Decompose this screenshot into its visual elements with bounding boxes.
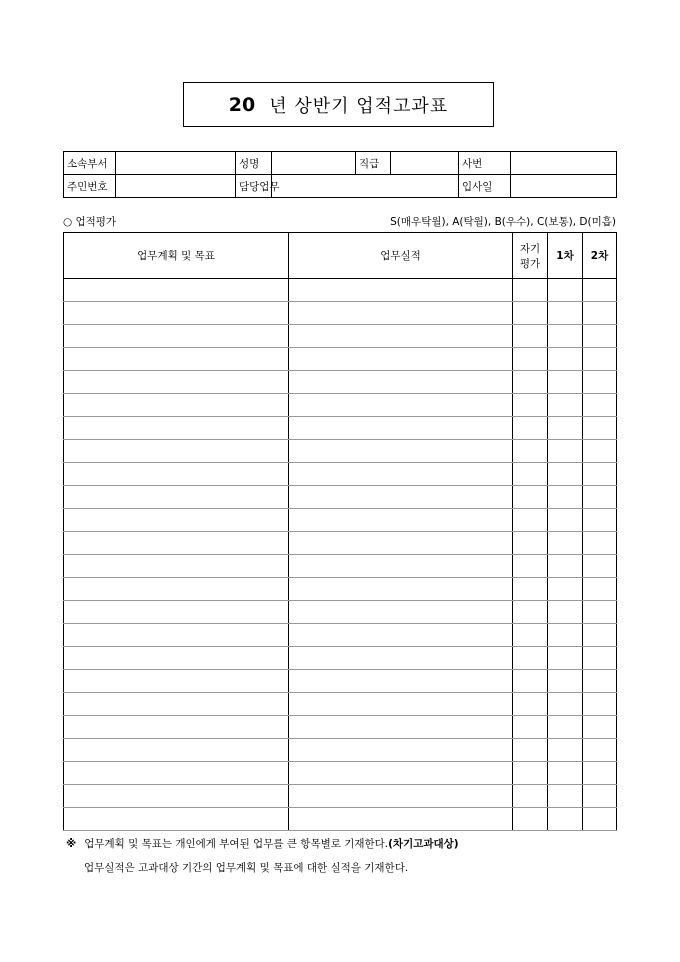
self-eval-cell[interactable]	[513, 417, 548, 440]
first-eval-cell[interactable]	[548, 302, 583, 325]
second-eval-cell[interactable]	[583, 302, 617, 325]
table-row	[64, 371, 617, 394]
table-row	[64, 463, 617, 486]
note-line-1	[66, 836, 459, 851]
plan-cell[interactable]	[64, 371, 289, 394]
table-row	[64, 325, 617, 348]
plan-cell[interactable]	[64, 509, 289, 532]
emp-no-field[interactable]	[511, 152, 617, 175]
result-cell[interactable]	[289, 670, 513, 693]
hire-date-label: 입사일	[459, 175, 511, 198]
self-eval-cell[interactable]	[513, 371, 548, 394]
result-cell[interactable]	[289, 785, 513, 808]
second-eval-cell[interactable]	[583, 279, 617, 302]
self-eval-cell[interactable]	[513, 762, 548, 785]
self-eval-cell[interactable]	[513, 693, 548, 716]
first-eval-cell[interactable]	[548, 440, 583, 463]
emp-no-label: 사번	[459, 152, 511, 175]
table-row	[64, 509, 617, 532]
title-text: 년 상반기 업적고과표	[269, 95, 449, 117]
plan-cell[interactable]	[64, 463, 289, 486]
first-eval-cell[interactable]	[548, 394, 583, 417]
evaluation-header	[63, 213, 616, 229]
plan-cell[interactable]	[64, 601, 289, 624]
first-eval-cell[interactable]	[548, 348, 583, 371]
plan-cell[interactable]	[64, 739, 289, 762]
duty-label: 담당업무	[236, 175, 272, 198]
self-eval-cell[interactable]	[513, 486, 548, 509]
first-eval-cell[interactable]	[548, 463, 583, 486]
header-result: 업무실적	[289, 233, 513, 279]
second-eval-cell[interactable]	[583, 394, 617, 417]
resident-no-label: 주민번호	[64, 175, 116, 198]
first-eval-cell[interactable]	[548, 371, 583, 394]
second-eval-cell[interactable]	[583, 532, 617, 555]
first-eval-cell[interactable]	[548, 555, 583, 578]
plan-cell[interactable]	[64, 670, 289, 693]
header-plan: 업무계획 및 목표	[64, 233, 289, 279]
first-eval-cell[interactable]	[548, 417, 583, 440]
name-label: 성명	[236, 152, 272, 175]
second-eval-cell[interactable]	[583, 670, 617, 693]
self-eval-cell[interactable]	[513, 463, 548, 486]
self-eval-cell[interactable]	[513, 555, 548, 578]
note-line-1-suffix: (차기고과대상)	[388, 838, 459, 850]
table-row	[64, 716, 617, 739]
second-eval-cell[interactable]	[583, 601, 617, 624]
table-row	[64, 693, 617, 716]
table-row	[64, 762, 617, 785]
plan-cell[interactable]	[64, 647, 289, 670]
note-line-2-text: 업무실적은 고과대상 기간의 업무계획 및 목표에 대한 실적을 기재한다.	[84, 862, 409, 874]
result-cell[interactable]	[289, 279, 513, 302]
self-eval-cell[interactable]	[513, 302, 548, 325]
plan-cell[interactable]	[64, 716, 289, 739]
second-eval-cell[interactable]	[583, 762, 617, 785]
plan-cell[interactable]	[64, 762, 289, 785]
table-row	[64, 348, 617, 371]
self-eval-cell[interactable]	[513, 785, 548, 808]
result-cell[interactable]	[289, 601, 513, 624]
second-eval-cell[interactable]	[583, 716, 617, 739]
evaluation-section-label: ○ 업적평가	[63, 215, 117, 228]
self-eval-cell[interactable]	[513, 325, 548, 348]
header-second: 2차	[583, 233, 617, 279]
self-eval-cell[interactable]	[513, 348, 548, 371]
second-eval-cell[interactable]	[583, 463, 617, 486]
plan-cell[interactable]	[64, 440, 289, 463]
second-eval-cell[interactable]	[583, 440, 617, 463]
result-cell[interactable]	[289, 532, 513, 555]
result-cell[interactable]	[289, 808, 513, 831]
employee-info-table	[63, 151, 617, 198]
result-cell[interactable]	[289, 463, 513, 486]
first-eval-cell[interactable]	[548, 647, 583, 670]
second-eval-cell[interactable]	[583, 693, 617, 716]
second-eval-cell[interactable]	[583, 325, 617, 348]
table-row	[64, 601, 617, 624]
first-eval-cell[interactable]	[548, 624, 583, 647]
plan-cell[interactable]	[64, 348, 289, 371]
plan-cell[interactable]	[64, 808, 289, 831]
self-eval-cell[interactable]	[513, 716, 548, 739]
self-eval-cell[interactable]	[513, 647, 548, 670]
second-eval-cell[interactable]	[583, 808, 617, 831]
table-row	[64, 647, 617, 670]
first-eval-cell[interactable]	[548, 325, 583, 348]
second-eval-cell[interactable]	[583, 739, 617, 762]
result-cell[interactable]	[289, 555, 513, 578]
grade-scale: S(매우탁월), A(탁월), B(우수), C(보통), D(미흡)	[390, 215, 616, 228]
self-eval-cell[interactable]	[513, 601, 548, 624]
header-self-eval	[513, 233, 548, 279]
plan-cell[interactable]	[64, 555, 289, 578]
plan-cell[interactable]	[64, 624, 289, 647]
self-eval-cell[interactable]	[513, 279, 548, 302]
result-cell[interactable]	[289, 693, 513, 716]
first-eval-cell[interactable]	[548, 509, 583, 532]
second-eval-cell[interactable]	[583, 647, 617, 670]
result-cell[interactable]	[289, 325, 513, 348]
result-cell[interactable]	[289, 394, 513, 417]
table-row	[64, 417, 617, 440]
second-eval-cell[interactable]	[583, 578, 617, 601]
table-row	[64, 555, 617, 578]
table-row	[64, 440, 617, 463]
self-eval-cell[interactable]	[513, 624, 548, 647]
result-cell[interactable]	[289, 440, 513, 463]
self-eval-cell[interactable]	[513, 578, 548, 601]
self-eval-cell[interactable]	[513, 394, 548, 417]
self-eval-cell[interactable]	[513, 739, 548, 762]
note-mark: ※	[66, 838, 77, 850]
second-eval-cell[interactable]	[583, 509, 617, 532]
result-cell[interactable]	[289, 739, 513, 762]
duty-field[interactable]	[272, 175, 459, 198]
dept-label: 소속부서	[64, 152, 116, 175]
first-eval-cell[interactable]	[548, 601, 583, 624]
table-row	[64, 486, 617, 509]
first-eval-cell[interactable]	[548, 693, 583, 716]
first-eval-cell[interactable]	[548, 716, 583, 739]
result-cell[interactable]	[289, 762, 513, 785]
first-eval-cell[interactable]	[548, 808, 583, 831]
table-row	[64, 785, 617, 808]
first-eval-cell[interactable]	[548, 486, 583, 509]
second-eval-cell[interactable]	[583, 486, 617, 509]
first-eval-cell[interactable]	[548, 785, 583, 808]
second-eval-cell[interactable]	[583, 348, 617, 371]
plan-cell[interactable]	[64, 532, 289, 555]
first-eval-cell[interactable]	[548, 279, 583, 302]
first-eval-cell[interactable]	[548, 670, 583, 693]
first-eval-cell[interactable]	[548, 532, 583, 555]
header-first: 1차	[548, 233, 583, 279]
second-eval-cell[interactable]	[583, 624, 617, 647]
result-cell[interactable]	[289, 624, 513, 647]
second-eval-cell[interactable]	[583, 555, 617, 578]
self-eval-cell[interactable]	[513, 509, 548, 532]
first-eval-cell[interactable]	[548, 578, 583, 601]
self-eval-cell[interactable]	[513, 808, 548, 831]
result-cell[interactable]	[289, 578, 513, 601]
dept-field[interactable]	[116, 152, 236, 175]
table-row	[64, 808, 617, 831]
result-cell[interactable]	[289, 716, 513, 739]
plan-cell[interactable]	[64, 302, 289, 325]
first-eval-cell[interactable]	[548, 739, 583, 762]
result-cell[interactable]	[289, 302, 513, 325]
note-line-2	[84, 860, 408, 875]
table-row	[64, 578, 617, 601]
result-cell[interactable]	[289, 371, 513, 394]
result-cell[interactable]	[289, 647, 513, 670]
result-cell[interactable]	[289, 509, 513, 532]
hire-date-field[interactable]	[511, 175, 617, 198]
table-row	[64, 279, 617, 302]
plan-cell[interactable]	[64, 325, 289, 348]
plan-cell[interactable]	[64, 394, 289, 417]
plan-cell[interactable]	[64, 693, 289, 716]
header-self-line2: 평가	[519, 257, 541, 270]
second-eval-cell[interactable]	[583, 417, 617, 440]
plan-cell[interactable]	[64, 417, 289, 440]
second-eval-cell[interactable]	[583, 371, 617, 394]
performance-table	[63, 232, 617, 831]
table-row	[64, 302, 617, 325]
result-cell[interactable]	[289, 417, 513, 440]
plan-cell[interactable]	[64, 578, 289, 601]
result-cell[interactable]	[289, 486, 513, 509]
table-row	[64, 394, 617, 417]
self-eval-cell[interactable]	[513, 440, 548, 463]
note-line-1-text: 업무계획 및 목표는 개인에게 부여된 업무를 큰 항목별로 기재한다.	[84, 838, 389, 850]
title-year: 20	[228, 93, 256, 116]
self-eval-cell[interactable]	[513, 532, 548, 555]
position-label: 직급	[356, 152, 391, 175]
result-cell[interactable]	[289, 348, 513, 371]
position-field[interactable]	[391, 152, 459, 175]
name-field[interactable]	[272, 152, 356, 175]
plan-cell[interactable]	[64, 279, 289, 302]
first-eval-cell[interactable]	[548, 762, 583, 785]
table-row	[64, 739, 617, 762]
plan-cell[interactable]	[64, 785, 289, 808]
table-row	[64, 532, 617, 555]
plan-cell[interactable]	[64, 486, 289, 509]
table-row	[64, 624, 617, 647]
second-eval-cell[interactable]	[583, 785, 617, 808]
header-self-line1: 자기	[519, 242, 541, 255]
self-eval-cell[interactable]	[513, 670, 548, 693]
resident-no-field[interactable]	[116, 175, 236, 198]
table-row	[64, 670, 617, 693]
document-title	[183, 82, 494, 127]
